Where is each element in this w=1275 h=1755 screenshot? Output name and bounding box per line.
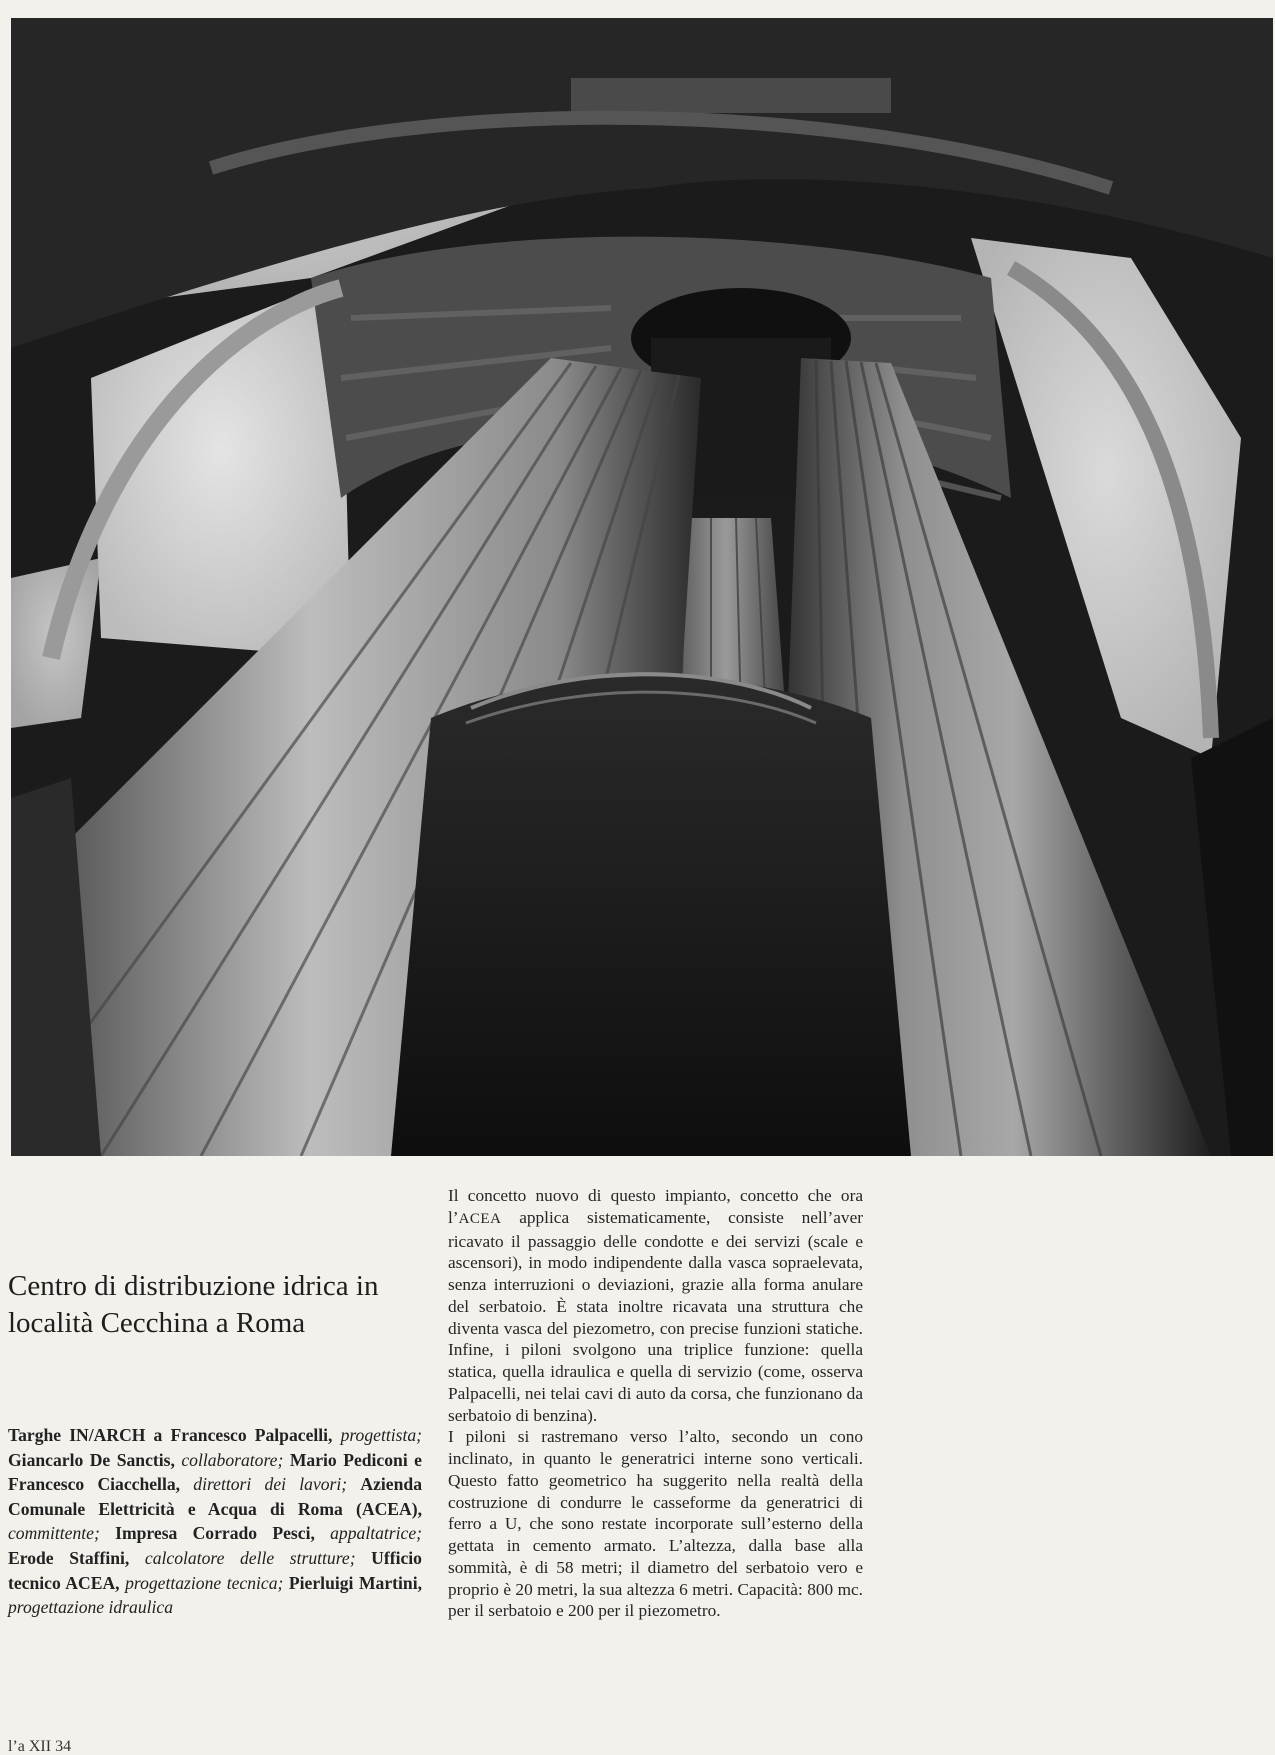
page-folio: l’a XII 34 bbox=[8, 1738, 72, 1755]
article-body bbox=[448, 1185, 863, 1622]
credit-name: Ufficio tecnico ACEA, bbox=[8, 1547, 422, 1593]
photo-illustration bbox=[11, 18, 1273, 1156]
credit-role: progettista; bbox=[340, 1425, 423, 1445]
photograph-pylons bbox=[11, 18, 1273, 1156]
credit-role: appaltatrice; bbox=[330, 1523, 422, 1544]
credit-name: Mario Pediconi e Francesco Ciacchella, bbox=[8, 1449, 422, 1495]
body-p1-start: Il concetto nuovo di questo impianto, concetto che ora l’ bbox=[448, 1186, 863, 1227]
credit-role: collaboratore; bbox=[181, 1449, 284, 1470]
body-paragraph-2: I piloni si rastremano verso l’alto, secondo un cono inclinato, in quanto le generatrici interne sono verticali. Questo fatto geometrico ha suggerito nella realtà della costruzione di condurre le casseforme da generatrici di ferro a U, che sono restate incorporate sull’esterno della gettata in cemento armato. L’altezza, dalla base alla sommità, è di 58 metri; il diametro del serbatoio vero e proprio è 20 metri, la sua altezza 6 metri. Capacità: 800 mc. per il serbatoio e 200 per il piezometro. bbox=[448, 1427, 863, 1621]
credit-role: calcolatore delle strutture; bbox=[144, 1547, 356, 1568]
credit-name: Pierluigi Martini, bbox=[288, 1572, 422, 1593]
credit-name: Giancarlo De Sanctis, bbox=[8, 1449, 175, 1470]
credit-role: committente; bbox=[8, 1523, 100, 1544]
article-title: Centro di distribuzione idrica in località Cecchina a Roma bbox=[8, 1270, 379, 1339]
credit-name: Azienda Comunale Elettricità e Acqua di Roma (ACEA), bbox=[8, 1474, 422, 1519]
credit-name: Targhe IN/ARCH a Francesco Palpacelli, bbox=[8, 1425, 333, 1445]
acea-smallcaps: ACEA bbox=[458, 1210, 502, 1227]
credit-name: Impresa Corrado Pesci, bbox=[115, 1523, 315, 1544]
body-paragraph-1 bbox=[448, 1185, 863, 1426]
credit-role: direttori dei lavori; bbox=[193, 1474, 348, 1495]
body-p1-rest: applica sistematicamente, consiste nell’aver ricavato il passaggio delle condotte e dei servizi (scale e ascensori), in modo indipendente dalla vasca sopraelevata, senza interruzioni o deviazioni, grazie alla forma anulare del serbatoio. È stata inoltre ricavata una struttura che diventa vasca del piezometro, con precise funzioni statiche. Infine, i piloni svolgono una triplice funzione: quella statica, quella idraulica e quella di servizio (come, osserva Palpacelli, nei telai cavi di auto da corsa, che funzionano da serbatoio di benzina). bbox=[448, 1207, 863, 1425]
article-credits bbox=[8, 1423, 422, 1620]
credit-role: progettazione idraulica bbox=[8, 1597, 174, 1618]
credit-role: progettazione tecnica; bbox=[125, 1572, 284, 1593]
credit-name: Erode Staffini, bbox=[8, 1547, 130, 1568]
